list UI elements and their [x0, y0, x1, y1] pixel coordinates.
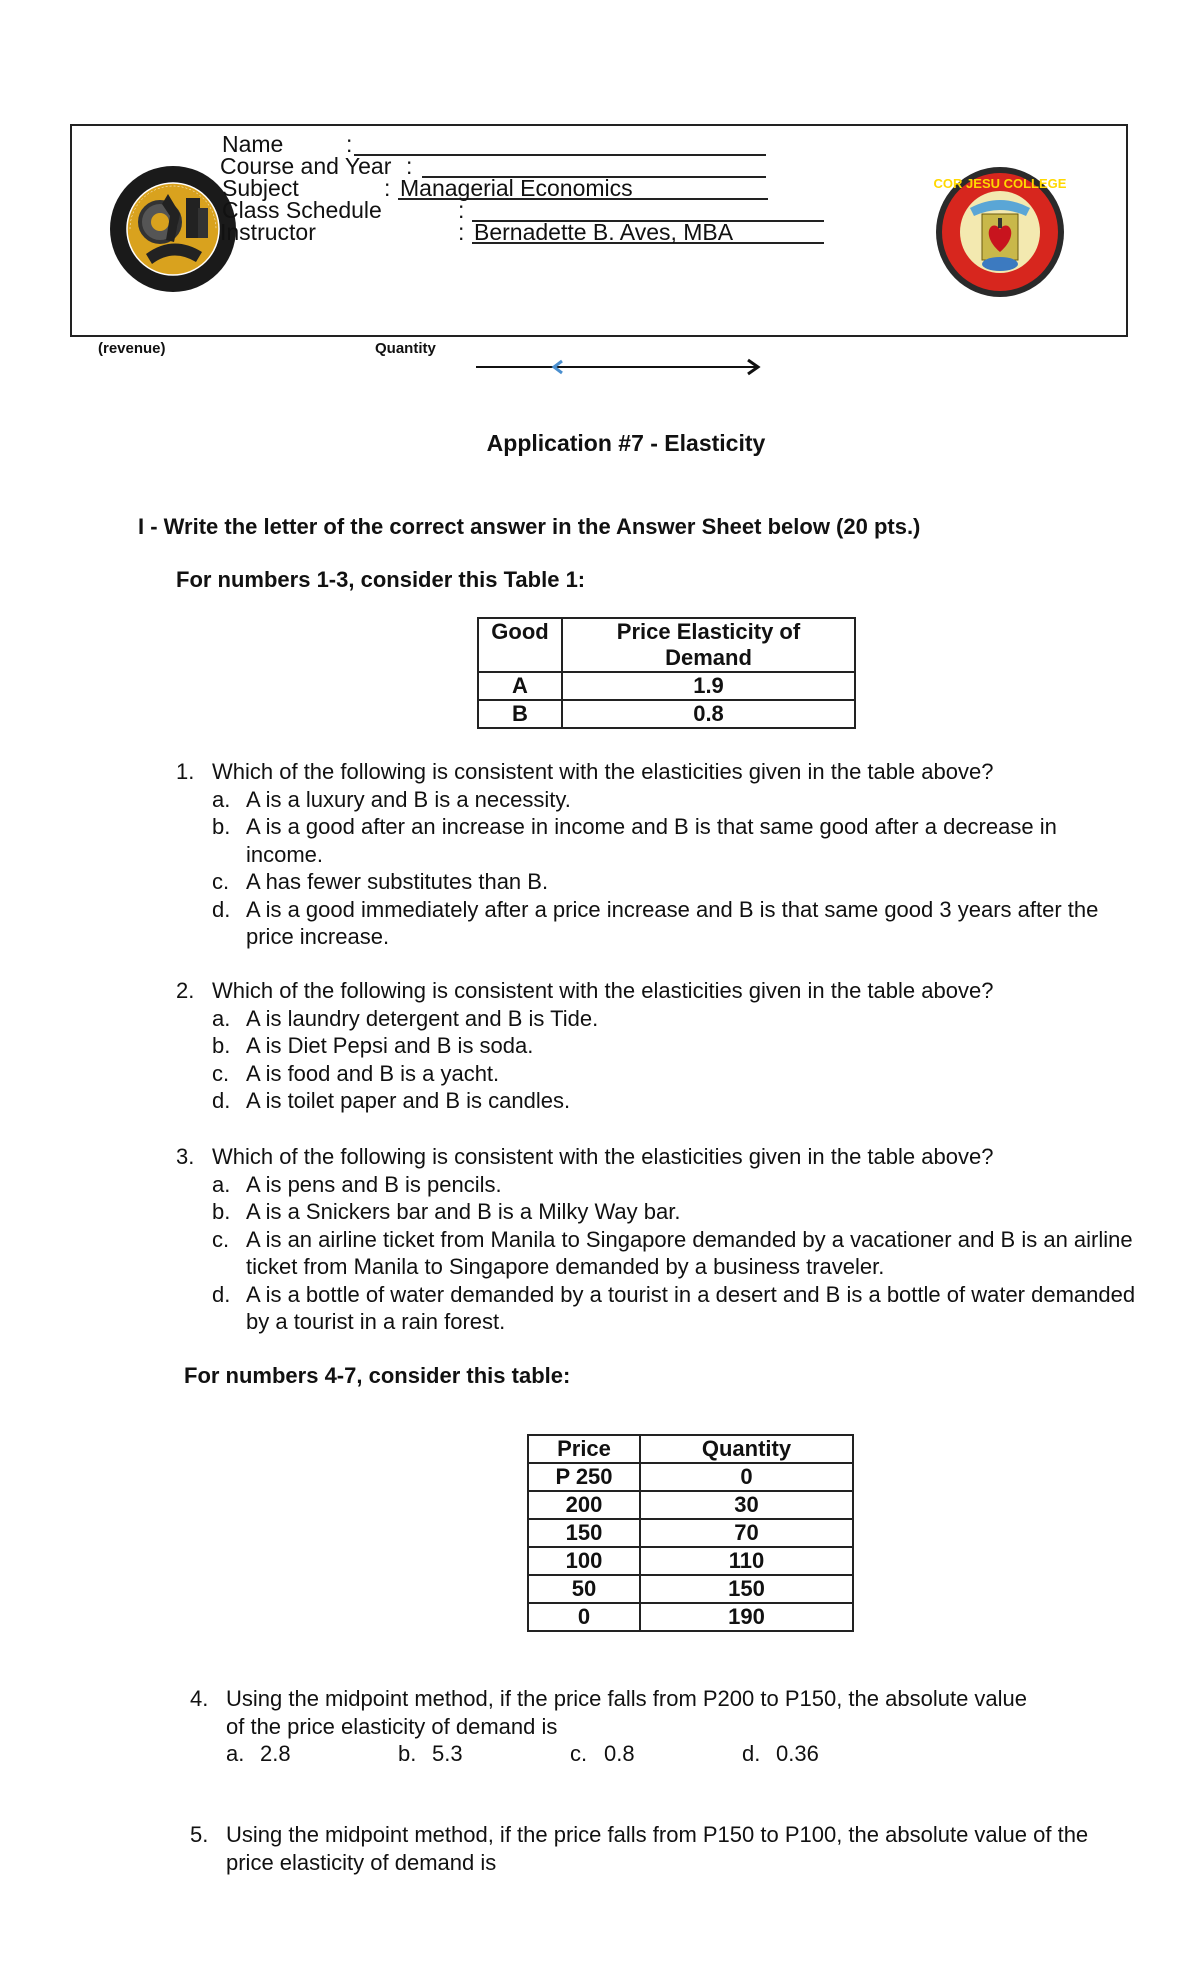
question-text: Which of the following is consistent with the elasticities given in the table above?	[212, 978, 994, 1003]
table-cell: 1.9	[562, 672, 855, 700]
option-a: a. 2.8	[226, 1741, 291, 1766]
cor-jesu-college-logo	[934, 166, 1066, 298]
table-row	[528, 1519, 853, 1547]
option-b: b. A is a Snickers bar and B is a Milky Way bar.	[212, 1199, 681, 1224]
table-cell: B	[478, 700, 562, 728]
table-cell: 0.8	[562, 700, 855, 728]
options-row	[226, 1740, 1050, 1768]
question-text: Using the midpoint method, if the price falls from P150 to P100, the absolute value of the price elasticity of demand is	[226, 1822, 1089, 1875]
price-quantity-table	[527, 1434, 854, 1632]
option-c: c. 0.8	[570, 1741, 635, 1766]
name-label: Name	[222, 131, 284, 157]
option-c: c. A has fewer substitutes than B.	[212, 869, 549, 894]
table-cell: 190	[640, 1603, 853, 1631]
option-b: b. 5.3	[398, 1741, 463, 1766]
table-header-quantity: Quantity	[640, 1435, 853, 1463]
option-d: d. A is a bottle of water demanded by a tourist in a desert and B is a bottle of water demanded by a tourist in a rain forest.	[212, 1281, 1136, 1334]
table-row	[528, 1575, 853, 1603]
table-header-elasticity: Price Elasticity of Demand	[562, 618, 855, 672]
option-d: d. A is toilet paper and B is candles.	[212, 1088, 571, 1113]
section1-heading: For numbers 1-3, consider this Table 1:	[176, 567, 586, 592]
table-row	[528, 1491, 853, 1519]
table-cell: 200	[528, 1491, 640, 1519]
question-5	[190, 1821, 1140, 1876]
svg-text:COR JESU COLLEGE: COR JESU COLLEGE	[934, 176, 1066, 191]
table-row	[528, 1603, 853, 1631]
option-b: b. A is Diet Pepsi and B is soda.	[212, 1033, 534, 1058]
question-text: Which of the following is consistent with the elasticities given in the table above?	[212, 1144, 994, 1169]
option-a: a. A is laundry detergent and B is Tide.	[212, 1005, 599, 1031]
table-cell: P 250	[528, 1463, 640, 1491]
option-d: d. 0.36	[742, 1741, 819, 1766]
quantity-label: Quantity	[375, 340, 436, 357]
table-cell: 0	[528, 1603, 640, 1631]
elasticity-table	[477, 617, 856, 729]
table-cell: 150	[528, 1519, 640, 1547]
table-row	[478, 672, 855, 700]
table-cell: 100	[528, 1547, 640, 1575]
subject-label: Subject	[222, 175, 299, 201]
table-header-row	[478, 618, 855, 672]
question-number: 3.	[176, 1144, 195, 1169]
subject-value: Managerial Economics	[398, 174, 768, 200]
option-c: c. A is an airline ticket from Manila to Singapore demanded by a vacationer and B is an airline ticket from Manila to Singapore demanded by a business traveler.	[212, 1226, 1133, 1279]
option-c: c. A is food and B is a yacht.	[212, 1060, 500, 1086]
section2-heading: For numbers 4-7, consider this table:	[184, 1363, 571, 1388]
table-cell: 30	[640, 1491, 853, 1519]
table-cell: 50	[528, 1575, 640, 1603]
question-4	[190, 1685, 1050, 1768]
revenue-label: (revenue)	[98, 340, 166, 357]
class-schedule-label: Class Schedule	[222, 197, 382, 223]
option-b: b. A is a good after an increase in income and B is that same good after a decrease in income.	[212, 814, 1057, 867]
question-number: 5.	[190, 1822, 209, 1847]
table-cell: 150	[640, 1575, 853, 1603]
question-number: 1.	[176, 759, 195, 784]
question-text: Using the midpoint method, if the price falls from P200 to P150, the absolute value of the price elasticity of demand is	[226, 1686, 1028, 1739]
table-cell: A	[478, 672, 562, 700]
page-title: Application #7 - Elasticity	[486, 430, 766, 456]
table-row	[478, 700, 855, 728]
instruction-text: I - Write the letter of the correct answer in the Answer Sheet below (20 pts.)	[138, 514, 921, 539]
table-cell: 110	[640, 1547, 853, 1575]
question-number: 4.	[190, 1686, 209, 1711]
table-cell: 0	[640, 1463, 853, 1491]
option-d: d. A is a good immediately after a price increase and B is that same good 3 years after the price increase.	[212, 896, 1099, 949]
question-2	[176, 977, 1136, 1115]
instructor-value: Bernadette B. Aves, MBA	[472, 218, 824, 244]
table-header-price: Price	[528, 1435, 640, 1463]
table-row	[528, 1463, 853, 1491]
table-row	[528, 1547, 853, 1575]
question-3	[176, 1143, 1136, 1336]
option-a: a. A is a luxury and B is a necessity.	[212, 786, 571, 812]
table-header-row	[528, 1435, 853, 1463]
instructor-label: Instructor	[220, 219, 316, 245]
option-a: a. A is pens and B is pencils.	[212, 1171, 502, 1197]
table-header-good: Good	[478, 618, 562, 672]
question-number: 2.	[176, 978, 195, 1003]
table-cell: 70	[640, 1519, 853, 1547]
question-text: Which of the following is consistent with the elasticities given in the table above?	[212, 759, 994, 784]
double-arrow-icon	[470, 352, 770, 382]
course-year-label: Course and Year	[220, 153, 392, 179]
college-seal-logo	[108, 164, 238, 294]
header-box: Name : Course and Year : Subject : Managerial Economics Class Schedule : Instructor : Bernadette B. Aves, MBA COR JESU COLLEGE	[70, 124, 1128, 337]
question-1	[176, 758, 1136, 951]
